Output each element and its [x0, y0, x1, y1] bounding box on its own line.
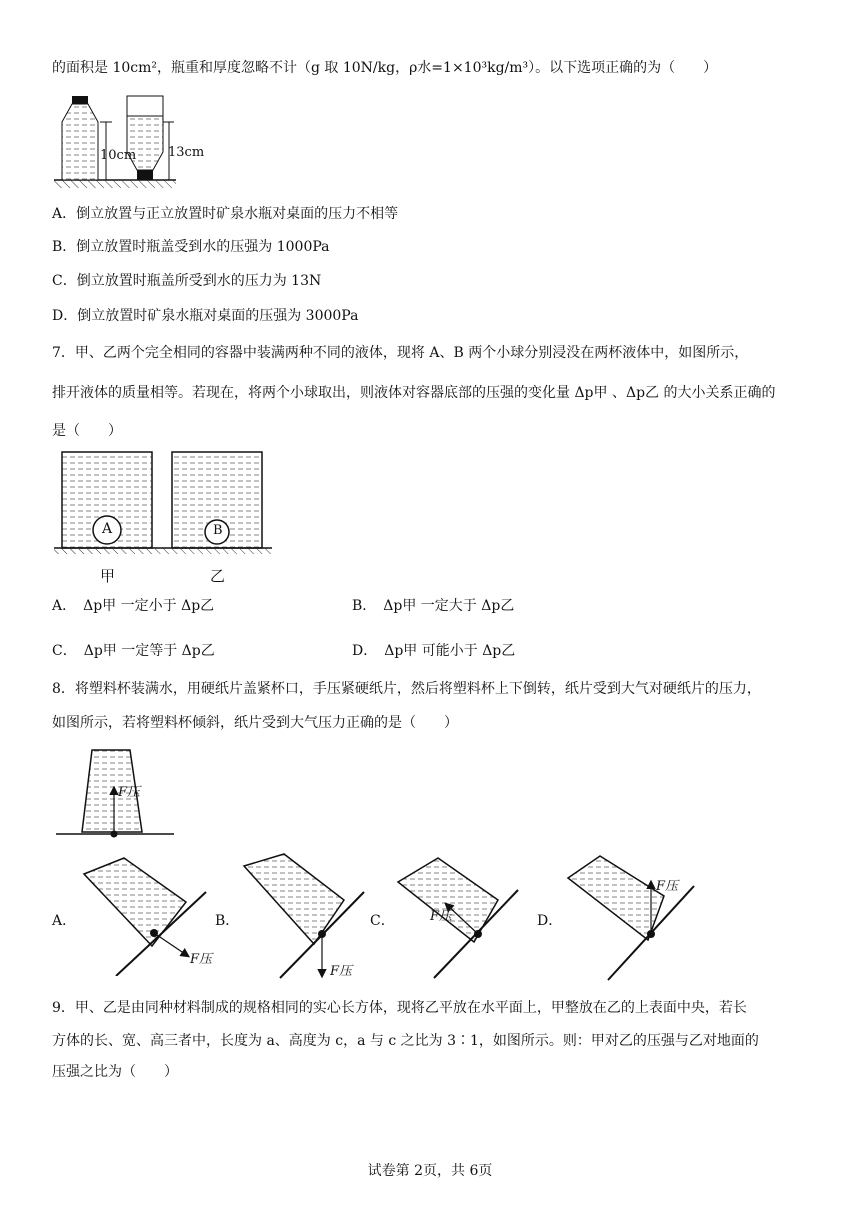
q6-stem-tail: 的面积是 10cm²，瓶重和厚度忽略不计（g 取 10N/kg，ρ水=1×10³kg/m³）。以下选项正确的为（ ）	[52, 60, 718, 76]
q8-option-b: B．	[215, 913, 240, 929]
q7-option-a: A． Δp甲 一定小于 Δp乙	[52, 598, 215, 614]
q8-force-label-b: F压	[330, 964, 353, 979]
q9-line-1: 9．甲、乙是由同种材料制成的规格相同的实心长方体，现将乙平放在水平面上，甲整放在乙的上表面中央，若长	[52, 1000, 747, 1016]
q6-bottles-figure	[50, 92, 230, 192]
q7-label-yi: 乙	[210, 567, 226, 585]
q8-option-c-figure	[394, 852, 524, 982]
q8-force-label-d: F压	[656, 879, 679, 894]
q7-option-b: B． Δp甲 一定大于 Δp乙	[352, 598, 515, 614]
q8-option-d: D．	[537, 913, 563, 929]
q7-line-1: 7．甲、乙两个完全相同的容器中装满两种不同的液体，现将 A、B 两个小球分别浸没在两杯液体中，如图所示，	[52, 345, 749, 361]
q6-label-13cm: 13cm	[168, 145, 205, 160]
q7-label-jia: 甲	[100, 567, 116, 585]
q9-line-3: 压强之比为（ ）	[52, 1064, 178, 1080]
q8-option-d-figure	[564, 852, 704, 982]
q8-force-label-main: F压	[118, 785, 141, 800]
q7-line-2: 排开液体的质量相等。若现在，将两个小球取出，则液体对容器底部的压强的变化量 Δp甲 、Δp乙 的大小关系正确的	[52, 385, 776, 401]
q7-containers-figure	[54, 448, 284, 558]
q7-ball-b: B	[213, 523, 223, 538]
q6-option-d: D．倒立放置时矿泉水瓶对桌面的压强为 3000Pa	[52, 308, 359, 324]
q6-option-a: A．倒立放置与正立放置时矿泉水瓶对桌面的压力不相等	[52, 206, 399, 222]
q6-label-10cm: 10cm	[100, 148, 137, 163]
q6-option-b: B．倒立放置时瓶盖受到水的压强为 1000Pa	[52, 239, 330, 255]
q8-force-label-c: F压	[430, 909, 453, 924]
q8-option-c: C．	[370, 913, 395, 929]
q8-line-1: 8．将塑料杯装满水，用硬纸片盖紧杯口，手压紧硬纸片，然后将塑料杯上下倒转，纸片受到大气对硬纸片的压力，	[52, 681, 761, 697]
q6-option-c: C．倒立放置时瓶盖所受到水的压力为 13N	[52, 273, 322, 289]
q7-ball-a: A	[102, 521, 113, 537]
q7-option-d: D． Δp甲 可能小于 Δp乙	[352, 643, 516, 659]
q8-line-2: 如图所示，若将塑料杯倾斜，纸片受到大气压力正确的是（ ）	[52, 715, 458, 731]
q8-option-a: A．	[52, 913, 77, 929]
page-footer: 试卷第 2页，共 6页	[367, 1163, 493, 1179]
q7-option-c: C． Δp甲 一定等于 Δp乙	[52, 643, 215, 659]
q9-line-2: 方体的长、宽、高三者中，长度为 a、高度为 c，a 与 c 之比为 3∶1，如图所示。则：甲对乙的压强与乙对地面的	[52, 1033, 759, 1049]
q8-force-label-a: F压	[190, 952, 213, 967]
q7-line-3: 是（ ）	[52, 423, 122, 439]
